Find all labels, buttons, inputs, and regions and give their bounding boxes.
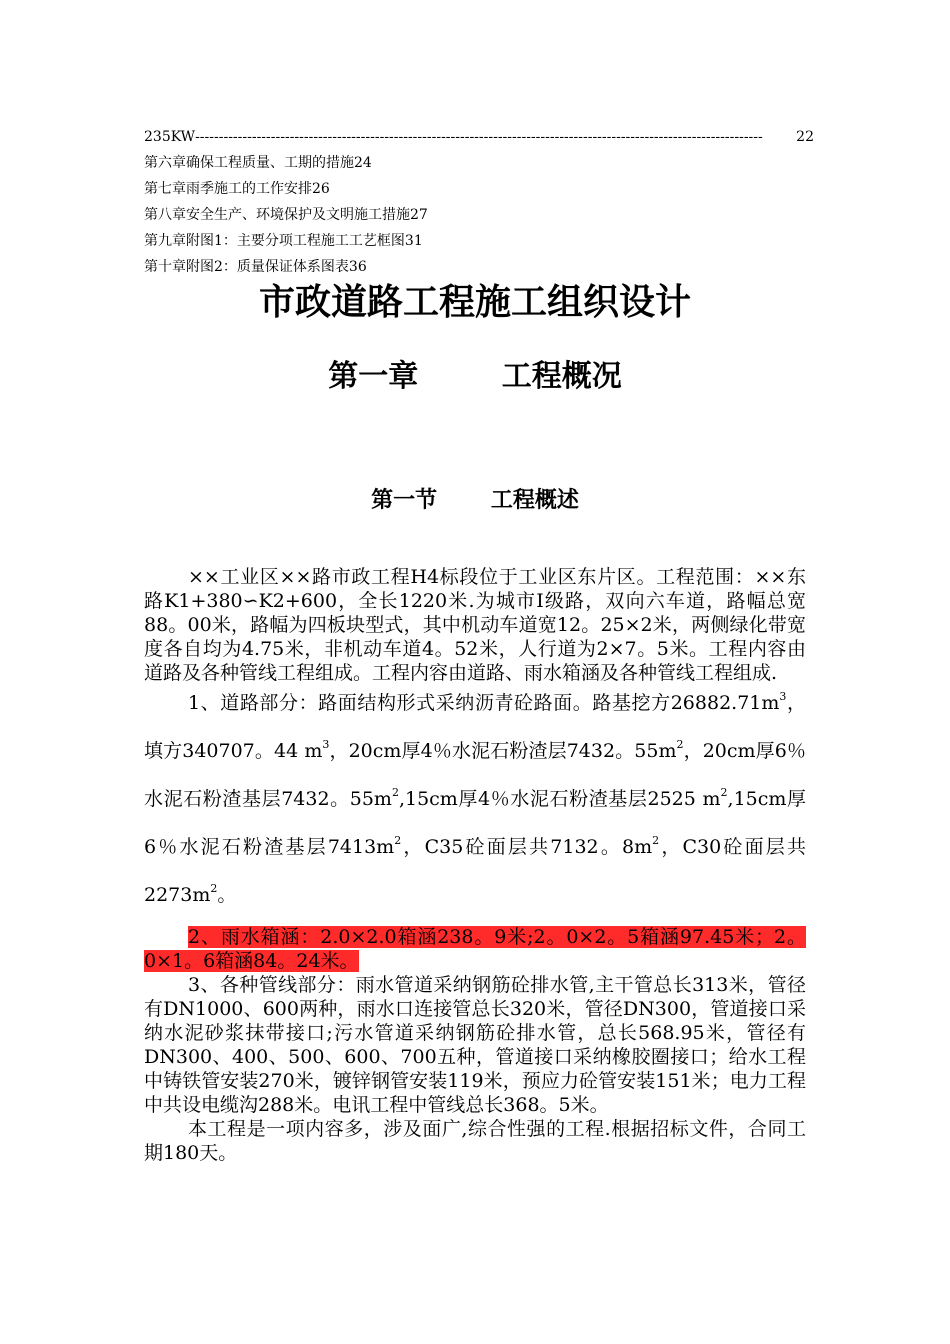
table-of-contents (144, 124, 814, 280)
document-title: 市政道路工程施工组织设计 (258, 282, 691, 323)
section-number: 第一节 (371, 488, 438, 513)
superscript: 2 (394, 834, 402, 847)
section-heading (0, 482, 950, 520)
superscript: 2 (676, 738, 684, 751)
road-text: ，20cm厚6％水泥石粉渣基层7432。55m (144, 740, 806, 810)
superscript: 3 (322, 738, 330, 751)
pipes-paragraph: 3、各种管线部分：雨水管道采纳钢筋砼排水管,主干管总长313米，管径有DN1000、600两种，雨水口连接管总长320米，管径DN300，管道接口采纳水泥砂浆抹带接口;污水管道采纳钢筋砼排水管，总长568.95米，管径有DN300、400、500、600、700五种，管道接口采纳橡胶圈接口；给水工程中铸铁管安装270米，镀锌钢管安装119米，预应力砼管安装151米；电力工程中共设电缆沟288米。电讯工程中管线总长368。5米。 (144, 974, 806, 1116)
toc-entry: 第八章安全生产、环境保护及文明施工措施27 (144, 207, 428, 223)
toc-entry: 第七章雨季施工的工作安排26 (144, 181, 330, 197)
road-text: ，C30砼面层共2273m (144, 836, 806, 906)
road-text: ，20cm厚4％水泥石粉渣层7432。55m (329, 740, 677, 762)
road-text: ，填方340707。44 m (144, 692, 806, 762)
superscript: 2 (720, 786, 728, 799)
body-text (144, 565, 806, 1165)
chapter-number: 第一章 (328, 359, 419, 394)
superscript: 3 (779, 690, 787, 703)
toc-leader-dashes: ------------------------------------------------------------------------------------------------------------------------ (195, 129, 763, 145)
road-paragraph (144, 679, 806, 919)
toc-entry: 第六章确保工程质量、工期的措施24 (144, 155, 372, 171)
road-text: 。 (217, 884, 237, 906)
section-name: 工程概述 (490, 488, 579, 513)
toc-entry: 第十章附图2：质量保证体系图表36 (144, 259, 367, 275)
intro-paragraph: ××工业区××路市政工程H4标段位于工业区东片区。工程范围：××东路K1+380∽K2+600，全长1220米.为城市Ⅰ级路，双向六车道，路幅总宽88。00米，路幅为四板块型式，其中机动车道宽12。25×2米，两侧绿化带宽度各自均为4.75米，非机动车道4。52米，人行道为2×7。5米。工程内容由道路及各种管线工程组成。工程内容由道路、雨水箱涵及各种管线工程组成. (144, 566, 806, 684)
superscript: 2 (652, 834, 660, 847)
road-text: ，C35砼面层共7132。8m (401, 836, 653, 858)
chapter-heading (0, 352, 950, 402)
toc-entry (144, 124, 814, 150)
toc-entry-label: 235KW (144, 129, 196, 145)
superscript: 2 (391, 786, 399, 799)
toc-entry: 第九章附图1：主要分项工程施工工艺框图31 (144, 233, 423, 249)
summary-paragraph: 本工程是一项内容多，涉及面广,综合性强的工程.根据招标文件，合同工期180天。 (144, 1118, 806, 1164)
road-text: ,15cm厚6％水泥石粉渣基层7413m (144, 788, 807, 858)
chapter-name: 工程概况 (501, 359, 622, 394)
superscript: 2 (210, 882, 218, 895)
culvert-paragraph (144, 925, 806, 973)
road-text: 1、道路部分：路面结构形式采纳沥青砼路面。路基挖方26882.71m (188, 692, 780, 714)
toc-entry-page: 22 (796, 129, 814, 145)
road-text: ,15cm厚4％水泥石粉渣基层2525 m (398, 788, 721, 810)
highlighted-text: 2、雨水箱涵：2.0×2.0箱涵238。9米;2。0×2。5箱涵97.45米；2。0×1。6箱涵84。24米。 (144, 926, 806, 972)
